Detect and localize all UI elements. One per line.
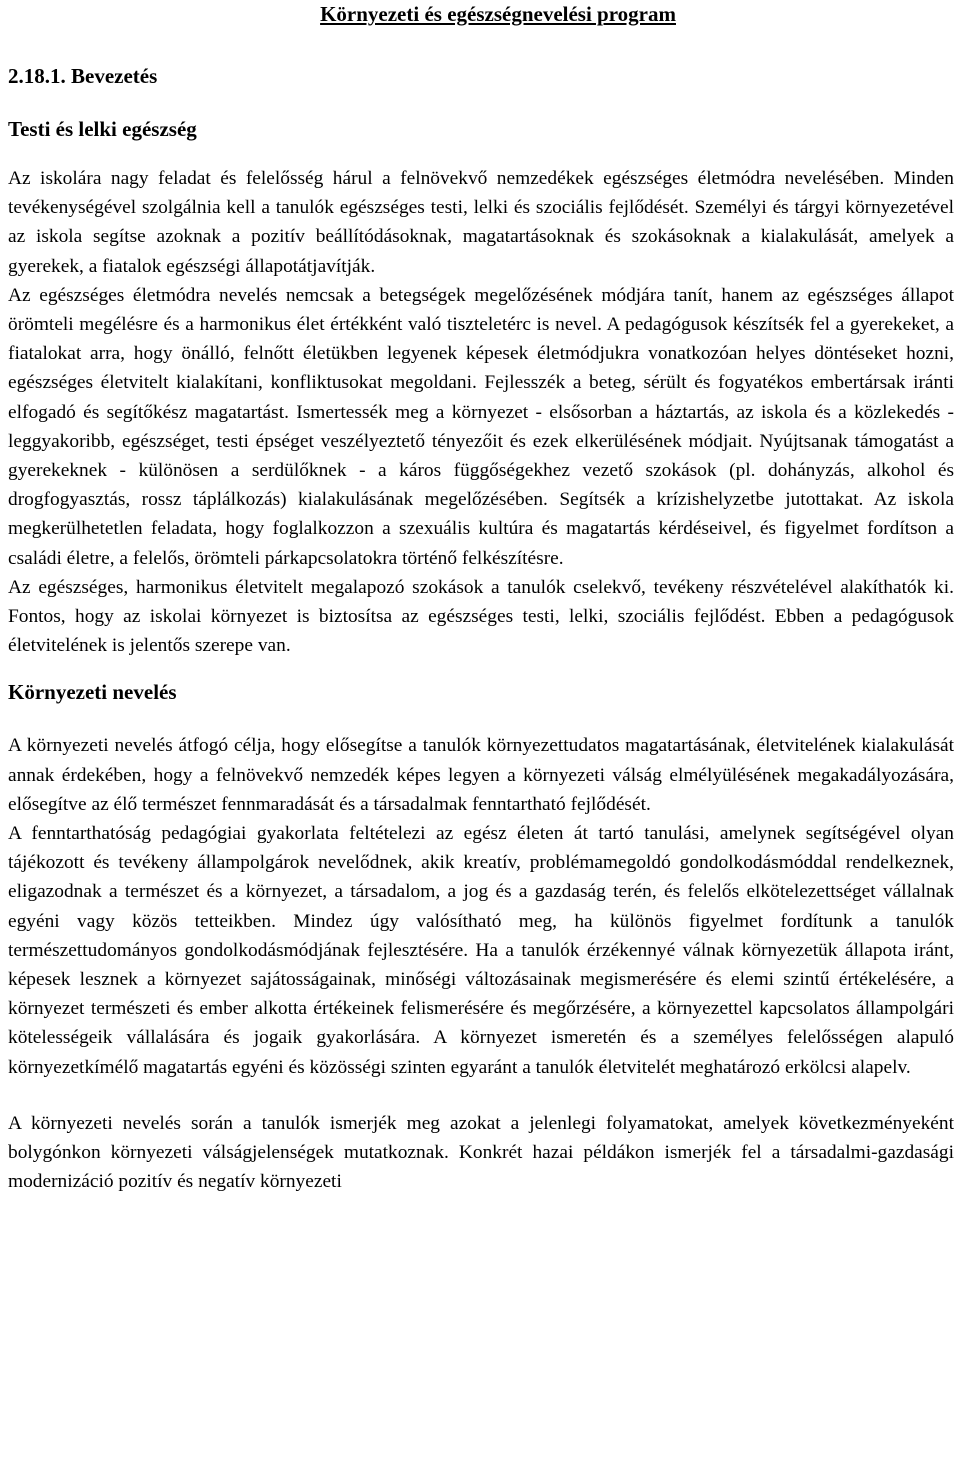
paragraph-health-2: Az egészséges életmódra nevelés nemcsak a betegségek megelőzésének módjára tanít, hanem az egészséges állapot örömteli megélésre és a harmonikus élet értékként való tiszteletérc is nevel. A pedagógusok készítsék fel a gyerekeket, a fiatalokat arra, hogy önálló, felnőtt életükben legyenek képesek életmódjukra vonatkozóan helyes döntéseket hozni, egészséges életvitelt kialakítani, konfliktusokat megoldani. Fejlesszék a beteg, sérült és fogyatékos embertársak iránti elfogadó és segítőkész magatartást. Ismertessék meg a környezet - elsősorban a háztartás, az iskola és a közlekedés - leggyakoribb, egészséget, testi épséget veszélyeztető tényezőit és ezek elkerülésének módjait. Nyújtsanak támogatást a gyerekeknek - különösen a serdülőknek - a káros függőségekhez vezető szokások (pl. dohányzás, alkohol és drogfogyasztás, rossz táplálkozás) kialakulásának megelőzésében. Segítsék a krízishelyzetbe jutottakat. Az iskola megkerülhetetlen feladata, hogy foglalkozzon a szexuális kultúra és magatartás kérdéseivel, és figyelmet fordítson a családi életre, a felelős, örömteli párkapcsolatokra történő felkészítésre. — [8, 284, 954, 569]
subsection-heading-health: Testi és lelki egészség — [8, 117, 197, 141]
document-title: Környezeti és egészségnevelési program — [320, 2, 676, 26]
paragraph-env-1: A környezeti nevelés átfogó célja, hogy elősegítse a tanulók környezettudatos magatartásának, életvitelének kialakulását annak érdekében, hogy a felnövekvő nemzedék képes legyen a környezeti válság elmélyülésének megakadályozására, elősegítve az élő természet fennmaradását és a társadalmak fenntartható fejlődését. — [8, 735, 954, 815]
paragraph-env-3: A környezeti nevelés során a tanulók ismerjék meg azokat a jelenlegi folyamatokat, amelyek következményeként bolygónkon környezeti válságjelenségek mutatkoznak. Konkrét hazai példákon ismerjék fel a társadalmi-gazdasági modernizáció pozitív és negatív környezeti — [8, 1112, 954, 1193]
document-page — [8, 0, 954, 1197]
section-heading-introduction: 2.18.1. Bevezetés — [8, 64, 158, 88]
section-heading-environmental: Környezeti nevelés — [8, 680, 177, 705]
paragraph-health-1: Az iskolára nagy feladat és felelősség hárul a felnövekvő nemzedékek egészséges életmódra nevelésében. Minden tevékenységével szolgálnia kell a tanulók egészséges testi, lelki és szociális fejlődését. Személyi és tárgyi környezetével az iskola segítse azoknak a pozitív beállítódásoknak, magatartásoknak és szokásoknak a kialakulását, amelyek a gyerekek, a fiatalok egészségi állapotátjavítják. — [8, 168, 954, 277]
paragraph-health-3: Az egészséges, harmonikus életvitelt megalapozó szokások a tanulók cselekvő, tevékeny részvételével alakíthatók ki. Fontos, hogy az iskolai környezet is biztosítsa az egészséges testi, lelki, szociális fejlődést. Ebben a pedagógusok életvitelének is jelentős szerepe van. — [8, 576, 954, 657]
paragraph-env-2: A fenntarthatóság pedagógiai gyakorlata feltételezi az egész életen át tartó tanulási, amelynek segítségével olyan tájékozott és tevékeny állampolgárok nevelődnek, akik kreatív, problémamegoldó gondolkodásmóddal rendelkeznek, eligazodnak a természet és a környezet, a társadalom, a jog és a gazdaság terén, és felelős elkötelezettséget vállalnak egyéni vagy közös tetteikben. Mindez úgy valósítható meg, ha különös figyelmet fordítunk a tanulók természettudományos gondolkodásmódjának fejlesztésére. Ha a tanulók érzékennyé válnak környezetük állapota iránt, képesek lesznek a környezet sajátosságainak, minőségi változásainak megismerésére és elemi szintű értékelésére, a környezet természeti és ember alkotta értékeinek felismerésére és megőrzésére, a környezettel kapcsolatos állampolgári kötelességeik vállalására és jogaik gyakorlására. A környezet ismeretén és a személyes felelősségen alapuló környezetkímélő magatartás egyéni és közösségi szinten egyaránt a tanulók életvitelét meghatározó erkölcsi alapelv. — [8, 823, 954, 1078]
